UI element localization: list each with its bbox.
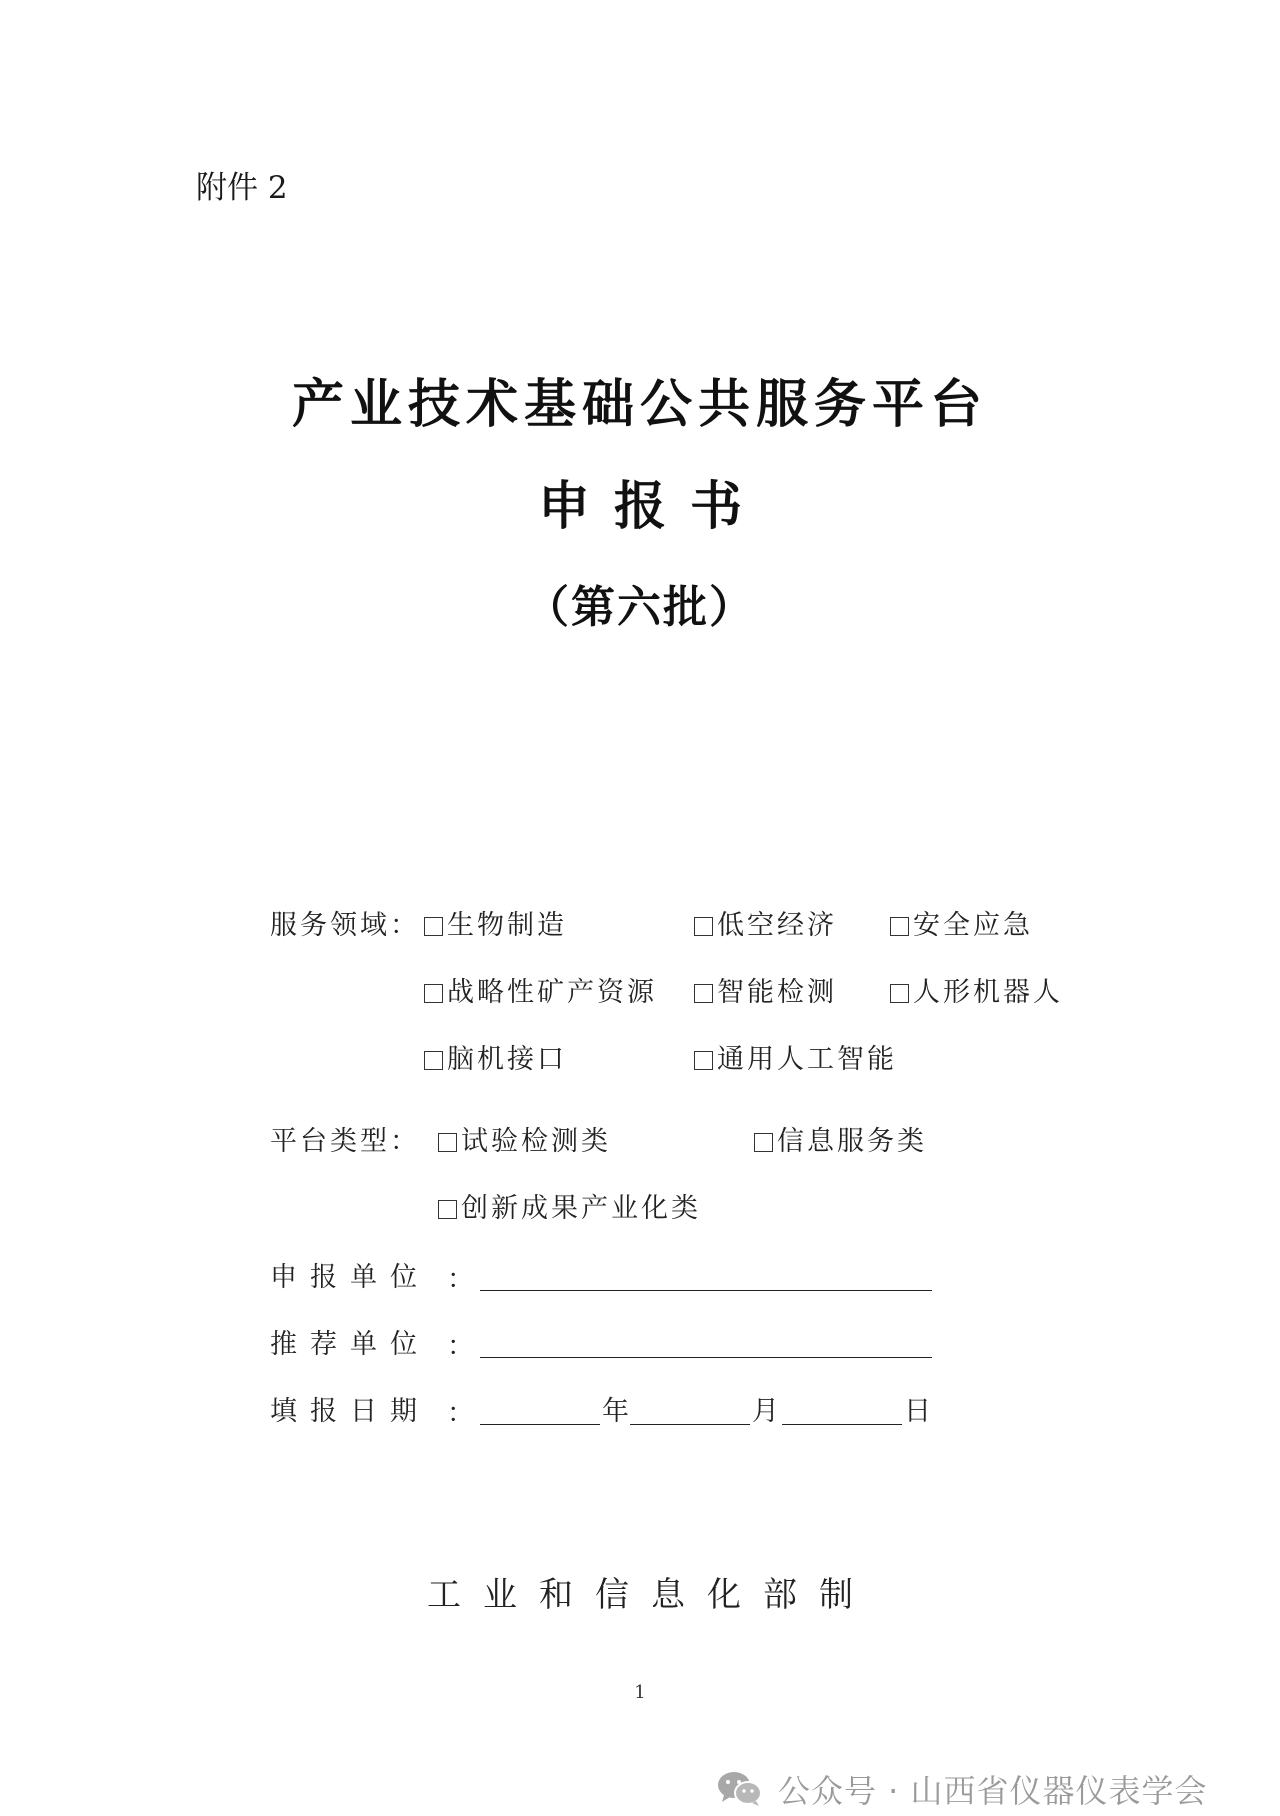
recommender-label: 推荐单位 [270, 1329, 430, 1360]
applicant-input-line[interactable] [480, 1290, 932, 1291]
wechat-icon [716, 1770, 764, 1808]
service-option-biomanufacturing[interactable]: 生物制造 [424, 908, 567, 944]
attachment-label: 附件 2 [196, 170, 288, 206]
page-number: 1 [634, 1682, 646, 1703]
service-option-safety-emergency[interactable]: 安全应急 [890, 908, 1033, 944]
month-input-line[interactable] [630, 1424, 750, 1425]
checkbox[interactable] [438, 1133, 457, 1152]
batch-label: （第六批） [525, 582, 755, 633]
checkbox[interactable] [890, 917, 909, 936]
document-subtitle: 申报书 [537, 477, 766, 537]
checkbox[interactable] [890, 984, 909, 1003]
service-option-brain-computer[interactable]: 脑机接口 [424, 1042, 567, 1078]
watermark-text: 公众号 · 山西省仪器仪表学会 [778, 1772, 1208, 1810]
platform-option-testing[interactable]: 试验检测类 [438, 1124, 611, 1160]
service-option-smart-inspection[interactable]: 智能检测 [694, 975, 837, 1011]
checkbox[interactable] [694, 1051, 713, 1070]
service-option-low-altitude[interactable]: 低空经济 [694, 908, 837, 944]
year-unit: 年 [602, 1396, 629, 1427]
checkbox[interactable] [694, 984, 713, 1003]
year-input-line[interactable] [480, 1424, 600, 1425]
recommender-input-line[interactable] [480, 1357, 932, 1358]
service-area-label: 服务领域： [270, 910, 420, 941]
month-unit: 月 [752, 1396, 779, 1427]
document-title: 产业技术基础公共服务平台 [291, 375, 988, 435]
checkbox[interactable] [438, 1200, 457, 1219]
colon: ： [447, 1331, 474, 1362]
platform-option-information[interactable]: 信息服务类 [754, 1124, 927, 1160]
service-option-humanoid-robot[interactable]: 人形机器人 [890, 975, 1063, 1011]
checkbox[interactable] [754, 1133, 773, 1152]
service-option-strategic-minerals[interactable]: 战略性矿产资源 [424, 975, 657, 1011]
platform-option-commercialization[interactable]: 创新成果产业化类 [438, 1191, 701, 1227]
issuing-organization: 工业和信息化部制 [427, 1575, 875, 1615]
date-label: 填报日期 [270, 1396, 430, 1427]
day-unit: 日 [904, 1396, 931, 1427]
platform-type-label: 平台类型： [270, 1126, 420, 1157]
applicant-label: 申报单位 [270, 1262, 430, 1293]
checkbox[interactable] [424, 1051, 443, 1070]
colon: ： [447, 1398, 474, 1429]
checkbox[interactable] [424, 984, 443, 1003]
watermark [716, 1766, 1208, 1812]
checkbox[interactable] [424, 917, 443, 936]
day-input-line[interactable] [782, 1424, 902, 1425]
service-option-general-ai[interactable]: 通用人工智能 [694, 1042, 897, 1078]
checkbox[interactable] [694, 917, 713, 936]
colon: ： [447, 1264, 474, 1295]
